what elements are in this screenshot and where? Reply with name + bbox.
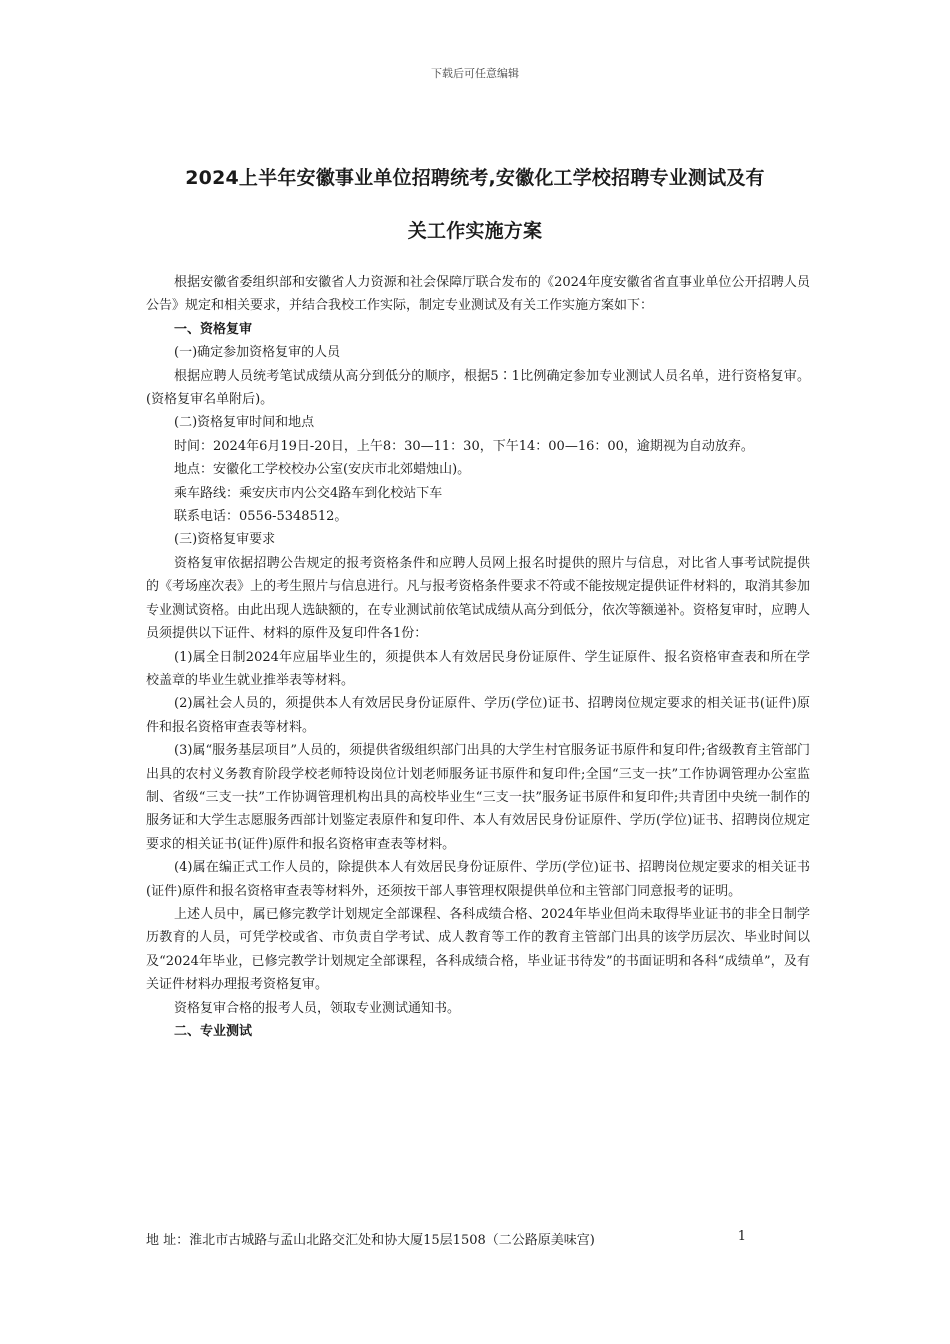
document-title [120, 152, 830, 258]
paragraph: 地点：安徽化工学校校办公室(安庆市北郊蜡烛山)。 [174, 462, 471, 478]
paragraph: 资格复审合格的报考人员，领取专业测试通知书。 [174, 1000, 461, 1016]
subsection-heading: (二)资格复审时间和地点 [174, 415, 315, 431]
header-note: 下载后可任意编辑 [431, 67, 519, 80]
footer-address: 地 址：淮北市古城路与孟山北路交汇处和协大厦15层1508（二公路原美味宫) [146, 1233, 595, 1248]
paragraph: 上述人员中，属已修完教学计划规定全部课程、各科成绩合格、2024年毕业但尚未取得毕业证书的非全日制学历教育的人员，可凭学校或省、市负责自学考试、成人教育等工作的教育主管部门出具的该学历层次、毕业时间以及“2024年毕业，已修完教学计划规定全部课程，各科成绩合格，毕业证书待发”的书面证明和各科“成绩单”，及有关证件材料办理报考资格复审。 [146, 906, 810, 993]
paragraph: 时间：2024年6月19日-20日，上午8：30—11：30，下午14：00—16：00，逾期视为自动放弃。 [174, 438, 754, 454]
document-body [146, 271, 810, 1043]
subsection-heading: (三)资格复审要求 [174, 532, 276, 548]
section-heading-2: 二、专业测试 [174, 1024, 253, 1039]
title-line-2: 关工作实施方案 [407, 220, 543, 242]
paragraph: 乘车路线：乘安庆市内公交4路车到化校站下车 [174, 485, 443, 501]
section-heading-1: 一、资格复审 [174, 321, 253, 337]
list-item: (1)属全日制2024年应届毕业生的，须提供本人有效居民身份证原件、学生证原件、报名资格审查表和所在学校盖章的毕业生就业推举表等材料。 [146, 649, 810, 688]
paragraph: 根据应聘人员统考笔试成绩从高分到低分的顺序，根据5∶1比例确定参加专业测试人员名单，进行资格复审。(资格复审名单附后)。 [146, 368, 810, 408]
paragraph: 资格复审依据招聘公告规定的报考资格条件和应聘人员网上报名时提供的照片与信息，对比省人事考试院提供的《考场座次表》上的考生照片与信息进行。凡与报考资格条件要求不符或不能按规定提供证件材料的，取消其参加专业测试资格。由此出现人选缺额的，在专业测试前依笔试成绩从高分到低分，依次等额递补。资格复审时，应聘人员须提供以下证件、材料的原件及复印件各1份： [146, 555, 810, 642]
list-item: (3)属“服务基层项目”人员的，须提供省级组织部门出具的大学生村官服务证书原件和复印件;省级教育主管部门出具的农村义务教育阶段学校老师特设岗位计划老师服务证书原件和复印件;全国“三支一扶”工作协调管理办公室监制、省级“三支一扶”工作协调管理机构出具的高校毕业生“三支一扶”服务证书原件和复印件;共青团中央统一制作的服务证和大学生志愿服务西部计划鉴定表原件和复印件、本人有效居民身份证原件、学历(学位)证书、招聘岗位规定要求的相关证书(证件)原件和报名资格审查表等材料。 [146, 743, 810, 852]
list-item: (2)属社会人员的，须提供本人有效居民身份证原件、学历(学位)证书、招聘岗位规定要求的相关证书(证件)原件和报名资格审查表等材料。 [146, 696, 810, 735]
page-number: 1 [737, 1229, 746, 1244]
page-footer [146, 1229, 746, 1248]
paragraph: 联系电话：0556-5348512。 [174, 509, 348, 525]
title-line-1: 2024上半年安徽事业单位招聘统考,安徽化工学校招聘专业测试及有 [185, 167, 765, 189]
list-item: (4)属在编正式工作人员的，除提供本人有效居民身份证原件、学历(学位)证书、招聘岗位规定要求的相关证书(证件)原件和报名资格审查表等材料外，还须按干部人事管理权限提供单位和主管部门同意报考的证明。 [146, 860, 810, 899]
intro-paragraph: 根据安徽省委组织部和安徽省人力资源和社会保障厅联合发布的《2024年度安徽省省直事业单位公开招聘人员公告》规定和相关要求，并结合我校工作实际，制定专业测试及有关工作实施方案如下： [146, 275, 810, 314]
subsection-heading: (一)确定参加资格复审的人员 [174, 345, 341, 361]
